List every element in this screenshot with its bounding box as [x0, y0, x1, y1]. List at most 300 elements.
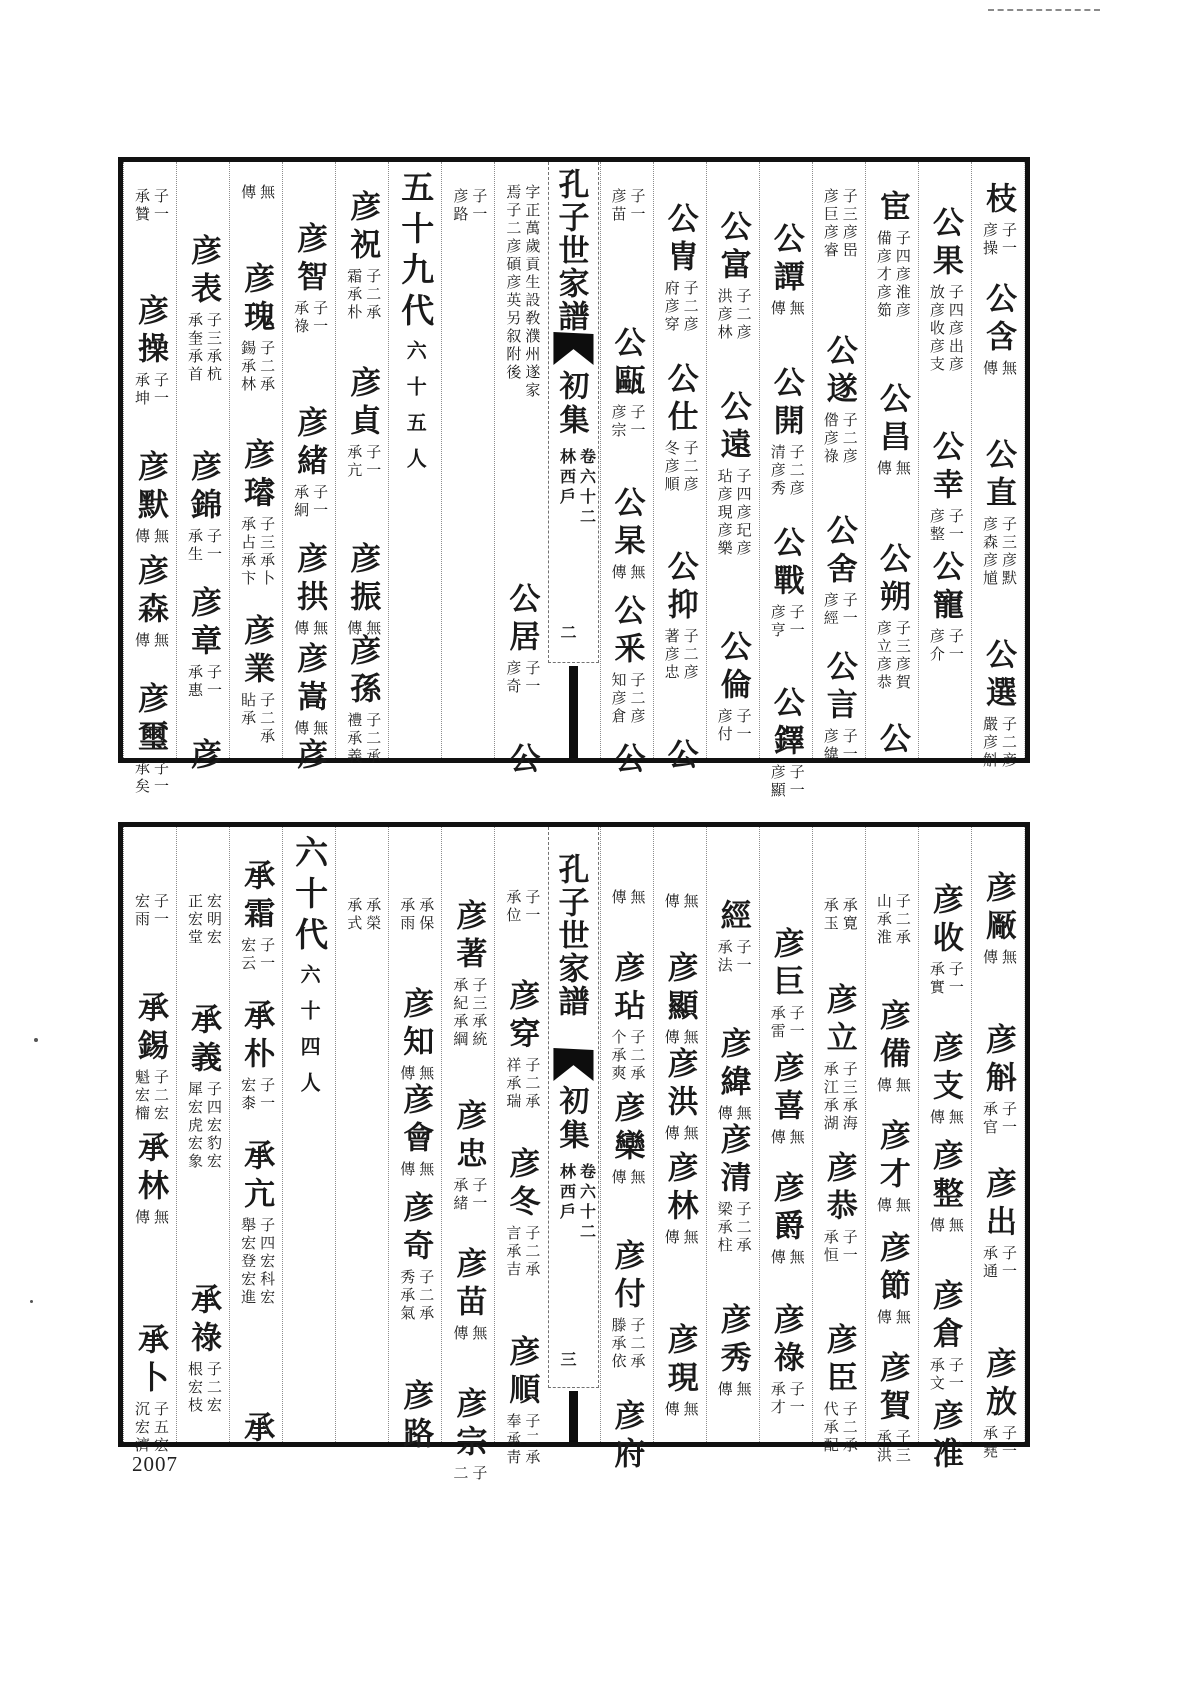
genealogy-column	[918, 827, 971, 1475]
person-entry	[230, 1139, 282, 1311]
person-entry	[283, 222, 335, 340]
genealogy-column	[176, 162, 229, 776]
person-note: 子二承个承爽	[609, 1029, 647, 1083]
volume-household-label: 卷六十二林西戶	[557, 448, 597, 528]
person-name: 公戰	[767, 526, 804, 602]
genealogy-column	[229, 162, 282, 758]
person-entry	[601, 486, 653, 586]
person-name: 彦路	[397, 1379, 434, 1455]
person-name: 公含	[979, 282, 1016, 358]
person-entry	[813, 650, 865, 768]
person-note: 子一承文	[927, 1357, 965, 1393]
person-entry	[707, 1303, 759, 1403]
person-entry	[760, 1171, 812, 1271]
note-continuation	[601, 186, 653, 228]
person-note: 子一彦整	[927, 508, 965, 544]
note-continuation	[813, 895, 865, 937]
person-name: 公	[503, 742, 540, 780]
folio-number: 二	[560, 623, 577, 642]
person-note: 子一彦緯	[821, 728, 859, 764]
person-note: 無傳	[874, 1309, 912, 1327]
person-entry	[336, 190, 388, 326]
person-note: 子一彦介	[927, 628, 965, 664]
person-note: 子一承緒	[451, 1177, 489, 1213]
person-note: 無傳	[239, 184, 277, 202]
note-continuation	[866, 891, 918, 951]
person-name: 彦知	[397, 987, 434, 1063]
generation-header	[283, 835, 335, 1108]
note-continuation	[389, 895, 441, 937]
person-entry	[601, 594, 653, 730]
book-title: 孔子世家譜	[552, 853, 589, 1018]
person-note: 子四宏豹宏犀宏虎宏象	[186, 1081, 224, 1171]
person-name: 彦順	[503, 1335, 540, 1411]
note-continuation	[336, 895, 388, 937]
person-entry	[919, 550, 971, 668]
person-name: 彦璽	[131, 682, 168, 758]
person-entry	[230, 438, 282, 592]
person-note: 無傳	[609, 564, 647, 582]
person-note: 無傳	[398, 1161, 436, 1179]
genealogy-column	[441, 827, 494, 1483]
person-note: 子一承才	[768, 1381, 806, 1417]
person-note: 子二彦嚴彦斛	[980, 716, 1018, 770]
genealogy-column	[123, 827, 176, 1455]
collection-label: 初集	[553, 370, 589, 438]
person-note: 無傳	[292, 720, 330, 738]
person-entry	[177, 234, 229, 388]
person-note: 子三承海承江承湖	[821, 1061, 859, 1133]
person-note: 無傳	[398, 1065, 436, 1083]
person-entry	[654, 202, 706, 338]
person-note: 無傳	[662, 1229, 700, 1247]
person-note: 無傳	[345, 620, 383, 638]
person-name: 彦顯	[661, 951, 698, 1027]
person-note: 子二彦清彦秀	[768, 444, 806, 498]
person-note: 無傳	[662, 1401, 700, 1419]
genealogy-column	[865, 827, 918, 1465]
generation-header-count: 六十五人	[403, 340, 428, 484]
person-note: 子一彦奇	[504, 660, 542, 696]
person-name: 彦玷	[608, 951, 645, 1027]
person-entry	[813, 1151, 865, 1269]
person-note: 子二	[451, 1465, 489, 1483]
person-note: 子五宏沉宏濟	[132, 1401, 170, 1455]
person-name: 彦穿	[503, 979, 540, 1055]
person-entry	[919, 1139, 971, 1239]
note-continuation	[601, 887, 653, 911]
person-entry	[707, 390, 759, 562]
person-name: 公譚	[767, 222, 804, 298]
person-note: 子二宏魁宏橣	[132, 1069, 170, 1123]
person-note: 子一彦苗	[609, 188, 647, 224]
person-note: 子一彦經	[821, 592, 859, 628]
person-entry	[230, 859, 282, 977]
person-entry	[283, 642, 335, 742]
note-continuation	[177, 891, 229, 951]
person-name: 彦緒	[291, 406, 328, 482]
person-entry	[124, 450, 176, 550]
person-entry	[707, 1123, 759, 1259]
person-name: 彦巨	[767, 927, 804, 1003]
person-entry	[760, 927, 812, 1045]
person-note: 子二承梁承柱	[715, 1201, 753, 1255]
person-name: 承亢	[238, 1139, 275, 1215]
person-note: 子二承祥承瑞	[504, 1057, 542, 1111]
generation-header-count: 六十四人	[297, 964, 322, 1108]
person-note: 子一彦亨	[768, 604, 806, 640]
person-entry	[230, 999, 282, 1117]
person-note: 子二彦倃彦祿	[821, 412, 859, 466]
person-note: 子一彦路	[451, 188, 489, 224]
person-entry	[866, 382, 918, 482]
person-entry	[654, 550, 706, 686]
note-continuation	[813, 186, 865, 264]
person-entry	[866, 1351, 918, 1469]
person-entry	[495, 1335, 547, 1471]
note-continuation	[495, 182, 547, 404]
person-name: 彦奇	[397, 1191, 434, 1267]
generation-header	[389, 170, 441, 484]
person-entry	[707, 210, 759, 346]
person-name: 彦璿	[238, 438, 275, 514]
person-note: 子一宏桼	[239, 1077, 277, 1113]
person-name: 彦臣	[820, 1323, 857, 1399]
person-name: 公	[873, 722, 910, 760]
person-name: 承	[238, 1411, 275, 1449]
person-name: 彦業	[238, 614, 275, 690]
person-entry	[866, 722, 918, 760]
person-note: 無傳	[874, 1197, 912, 1215]
person-entry	[495, 582, 547, 700]
person-name: 彦支	[926, 1031, 963, 1107]
person-entry	[601, 1091, 653, 1191]
person-entry	[866, 1231, 918, 1331]
fishtail-mark	[553, 332, 593, 365]
person-note: 子二承言承吉	[504, 1225, 542, 1279]
person-entry	[336, 366, 388, 484]
person-entry	[972, 638, 1024, 774]
person-entry	[177, 1283, 229, 1419]
person-note: 子二承鍚承林	[239, 340, 277, 394]
person-entry	[283, 542, 335, 642]
genealogy-column	[441, 162, 494, 758]
person-entry	[972, 1167, 1024, 1285]
person-note: 子一承恒	[821, 1229, 859, 1265]
person-entry	[124, 294, 176, 412]
person-note: 無傳	[715, 1381, 753, 1399]
scan-speck	[34, 1038, 38, 1042]
person-entry	[972, 1023, 1024, 1141]
person-note: 子三彦默彦森彦馗	[980, 516, 1018, 588]
person-entry	[813, 1323, 865, 1459]
person-name: 彦整	[926, 1139, 963, 1215]
person-name: 彦緯	[714, 1027, 751, 1103]
person-name: 彦苗	[450, 1247, 487, 1323]
person-note: 子一承絅	[292, 484, 330, 520]
person-entry	[495, 979, 547, 1115]
person-note: 子一宏雨	[132, 893, 170, 929]
person-note: 子一承位	[504, 889, 542, 925]
person-note: 子二彦洪彦林	[715, 288, 753, 342]
title-column	[547, 827, 599, 1442]
person-name: 承祿	[185, 1283, 222, 1359]
person-name: 公冑	[661, 202, 698, 278]
person-entry	[601, 742, 653, 780]
person-entry	[760, 222, 812, 322]
person-entry	[230, 614, 282, 750]
person-entry	[813, 514, 865, 632]
genealogy-column	[971, 827, 1025, 1461]
genealogy-column	[282, 162, 335, 776]
person-note: 子二承代承配	[821, 1401, 859, 1455]
person-entry	[389, 1379, 441, 1455]
person-name: 彦府	[608, 1399, 645, 1475]
volume-household-label: 卷六十二林西戶	[557, 1163, 597, 1243]
person-entry	[654, 1323, 706, 1423]
person-entry	[601, 1239, 653, 1375]
person-name: 公仕	[661, 362, 698, 438]
person-note: 子一承法	[715, 939, 753, 975]
person-note: 子一彦操	[980, 222, 1018, 258]
person-name: 彦洪	[661, 1047, 698, 1123]
person-name: 公	[661, 738, 698, 776]
person-entry	[177, 738, 229, 776]
person-name: 承卜	[131, 1323, 168, 1399]
person-note: 子一承惠	[186, 664, 224, 700]
person-name: 彦冬	[503, 1147, 540, 1223]
person-note: 子二承滕承依	[609, 1317, 647, 1371]
person-note: 子二彦知彦倉	[609, 672, 647, 726]
person-name: 公鐸	[767, 686, 804, 762]
person-note: 無傳	[609, 889, 647, 907]
person-entry	[707, 899, 759, 979]
person-name: 公富	[714, 210, 751, 286]
person-name: 彦恭	[820, 1151, 857, 1227]
generation-header-title: 六十代	[290, 835, 330, 958]
person-note: 子一彦付	[715, 708, 753, 744]
person-note: 子二宏根宏枝	[186, 1361, 224, 1415]
note-continuation	[442, 186, 494, 228]
person-note: 子一承生	[186, 528, 224, 564]
person-note: 無傳	[874, 1077, 912, 1095]
person-name: 承霜	[238, 859, 275, 935]
person-entry	[336, 542, 388, 642]
person-entry	[972, 282, 1024, 382]
person-name: 彦欒	[608, 1091, 645, 1167]
person-note: 承榮承式	[345, 897, 383, 933]
person-name: 彦祝	[344, 190, 381, 266]
person-entry	[972, 438, 1024, 592]
person-entry	[813, 334, 865, 470]
person-entry	[442, 1099, 494, 1217]
person-note: 子一承坤	[132, 372, 170, 408]
person-name: 彦孫	[344, 634, 381, 710]
generation-header-title: 五十九代	[396, 170, 436, 334]
person-entry	[601, 326, 653, 444]
person-note: 無傳	[132, 1209, 170, 1227]
person-entry	[760, 686, 812, 804]
person-note: 子四彦出彦放彦收彦支	[927, 284, 965, 374]
person-name: 承義	[185, 1003, 222, 1079]
genealogy-column	[971, 162, 1025, 770]
person-entry	[283, 738, 335, 776]
person-entry	[124, 1323, 176, 1459]
person-name: 彦智	[291, 222, 328, 298]
person-name: 公	[608, 742, 645, 780]
person-entry	[389, 987, 441, 1087]
person-note: 子一承矣	[132, 760, 170, 796]
person-note: 子一承祿	[292, 300, 330, 336]
person-entry	[389, 1191, 441, 1327]
person-entry	[124, 1131, 176, 1231]
person-note: 子三彦岊彦巨彦睿	[821, 188, 859, 260]
person-name: 彦操	[131, 294, 168, 370]
person-note: 子二承奉承靑	[504, 1413, 542, 1467]
person-entry	[919, 883, 971, 1001]
person-entry	[972, 871, 1024, 971]
person-name: 經	[714, 899, 751, 937]
person-entry	[707, 1027, 759, 1127]
person-name: 公遠	[714, 390, 751, 466]
person-note: 無傳	[768, 1129, 806, 1147]
person-entry	[601, 1399, 653, 1475]
genealogy-column	[759, 162, 812, 800]
person-entry	[283, 406, 335, 524]
person-name: 公杲	[608, 486, 645, 562]
person-name: 枝	[979, 182, 1016, 220]
person-name: 公釆	[608, 594, 645, 670]
person-name: 公幸	[926, 430, 963, 506]
person-name: 彦表	[185, 234, 222, 310]
person-note: 承保承雨	[398, 897, 436, 933]
note-continuation	[654, 891, 706, 915]
person-entry	[124, 554, 176, 654]
collection-label: 初集	[553, 1085, 589, 1153]
person-name: 彦爵	[767, 1171, 804, 1247]
genealogy-column	[494, 827, 547, 1467]
person-name: 承朴	[238, 999, 275, 1075]
person-note: 宏明宏正宏堂	[186, 893, 224, 947]
person-note: 無傳	[874, 460, 912, 478]
fishtail-mark	[553, 1048, 593, 1081]
title-box	[548, 162, 598, 663]
scan-speck	[30, 1300, 33, 1303]
person-name: 彦貞	[344, 366, 381, 442]
person-note: 子一承實	[927, 961, 965, 997]
note-continuation	[124, 186, 176, 228]
person-entry	[654, 951, 706, 1051]
person-name: 彦振	[344, 542, 381, 618]
person-name: 彦喜	[767, 1051, 804, 1127]
person-note: 子四宏科宏舉宏登宏進	[239, 1217, 277, 1307]
person-note: 無傳	[768, 300, 806, 318]
person-entry	[336, 634, 388, 770]
person-entry	[972, 182, 1024, 262]
note-continuation	[230, 182, 282, 206]
genealogy-column	[918, 162, 971, 758]
person-entry	[230, 1411, 282, 1449]
person-entry	[230, 262, 282, 398]
person-entry	[442, 899, 494, 1053]
genealogy-column	[706, 162, 759, 758]
person-name: 彦現	[661, 1323, 698, 1399]
person-entry	[495, 1147, 547, 1283]
person-note: 無傳	[980, 949, 1018, 967]
genealogy-column	[229, 827, 282, 1449]
person-name: 彦斛	[979, 1023, 1016, 1099]
person-note: 子二承霜承朴	[345, 268, 383, 322]
person-name: 彦付	[608, 1239, 645, 1315]
person-name: 承錫	[131, 991, 168, 1067]
person-name: 彦嵩	[291, 642, 328, 718]
person-entry	[866, 542, 918, 696]
person-entry	[495, 742, 547, 780]
genealogy-column	[600, 827, 653, 1475]
genealogy-column	[335, 827, 388, 1442]
person-name: 彦賀	[873, 1351, 910, 1427]
person-name: 公言	[820, 650, 857, 726]
person-entry	[919, 1399, 971, 1475]
person-name: 彦宗	[450, 1387, 487, 1463]
person-name: 彦立	[820, 983, 857, 1059]
person-name: 彦會	[397, 1083, 434, 1159]
note-continuation	[495, 887, 547, 929]
person-note: 子三彦賀彦立彦恭	[874, 620, 912, 692]
person-name: 公果	[926, 206, 963, 282]
person-entry	[919, 1279, 971, 1397]
genealogy-column	[494, 162, 547, 780]
person-note: 無傳	[927, 1217, 965, 1235]
person-note: 子一承雷	[768, 1005, 806, 1041]
person-name: 彦默	[131, 450, 168, 526]
person-note: 字正萬歲貢生設敎濮州遂家焉子二彦碩彦英另叙附後	[504, 184, 542, 400]
person-note: 子二彦府彦穿	[662, 280, 700, 334]
person-entry	[177, 586, 229, 704]
genealogy-frame-top	[118, 157, 1030, 800]
person-name: 彦出	[979, 1167, 1016, 1243]
person-note: 無傳	[980, 360, 1018, 378]
person-entry	[919, 206, 971, 378]
genealogy-column	[335, 162, 388, 766]
genealogy-column	[282, 827, 335, 1442]
person-note: 子三承杭承奎承首	[186, 312, 224, 384]
genealogy-column	[176, 827, 229, 1442]
person-name: 公遂	[820, 334, 857, 410]
genealogy-column	[706, 827, 759, 1442]
person-entry	[760, 1303, 812, 1421]
book-title: 孔子世家譜	[552, 168, 589, 333]
genealogy-column	[653, 827, 706, 1442]
person-entry	[654, 738, 706, 776]
person-name: 彦忠	[450, 1099, 487, 1175]
person-name: 公寵	[926, 550, 963, 626]
printed-page-number: 2007	[132, 1452, 178, 1476]
person-name: 彦章	[185, 586, 222, 662]
person-note: 子一承通	[980, 1245, 1018, 1281]
person-note: 子二彦著彦忠	[662, 628, 700, 682]
person-note: 子一承亢	[345, 444, 383, 480]
person-name: 彦才	[873, 1119, 910, 1195]
person-entry	[866, 1119, 918, 1219]
person-name: 公倫	[714, 630, 751, 706]
title-column	[547, 162, 599, 758]
person-note: 子一承堯	[980, 1425, 1018, 1461]
note-continuation	[124, 891, 176, 933]
person-note: 承寛承玉	[821, 897, 859, 933]
person-entry	[813, 983, 865, 1137]
person-note: 子三承洪	[874, 1429, 912, 1465]
